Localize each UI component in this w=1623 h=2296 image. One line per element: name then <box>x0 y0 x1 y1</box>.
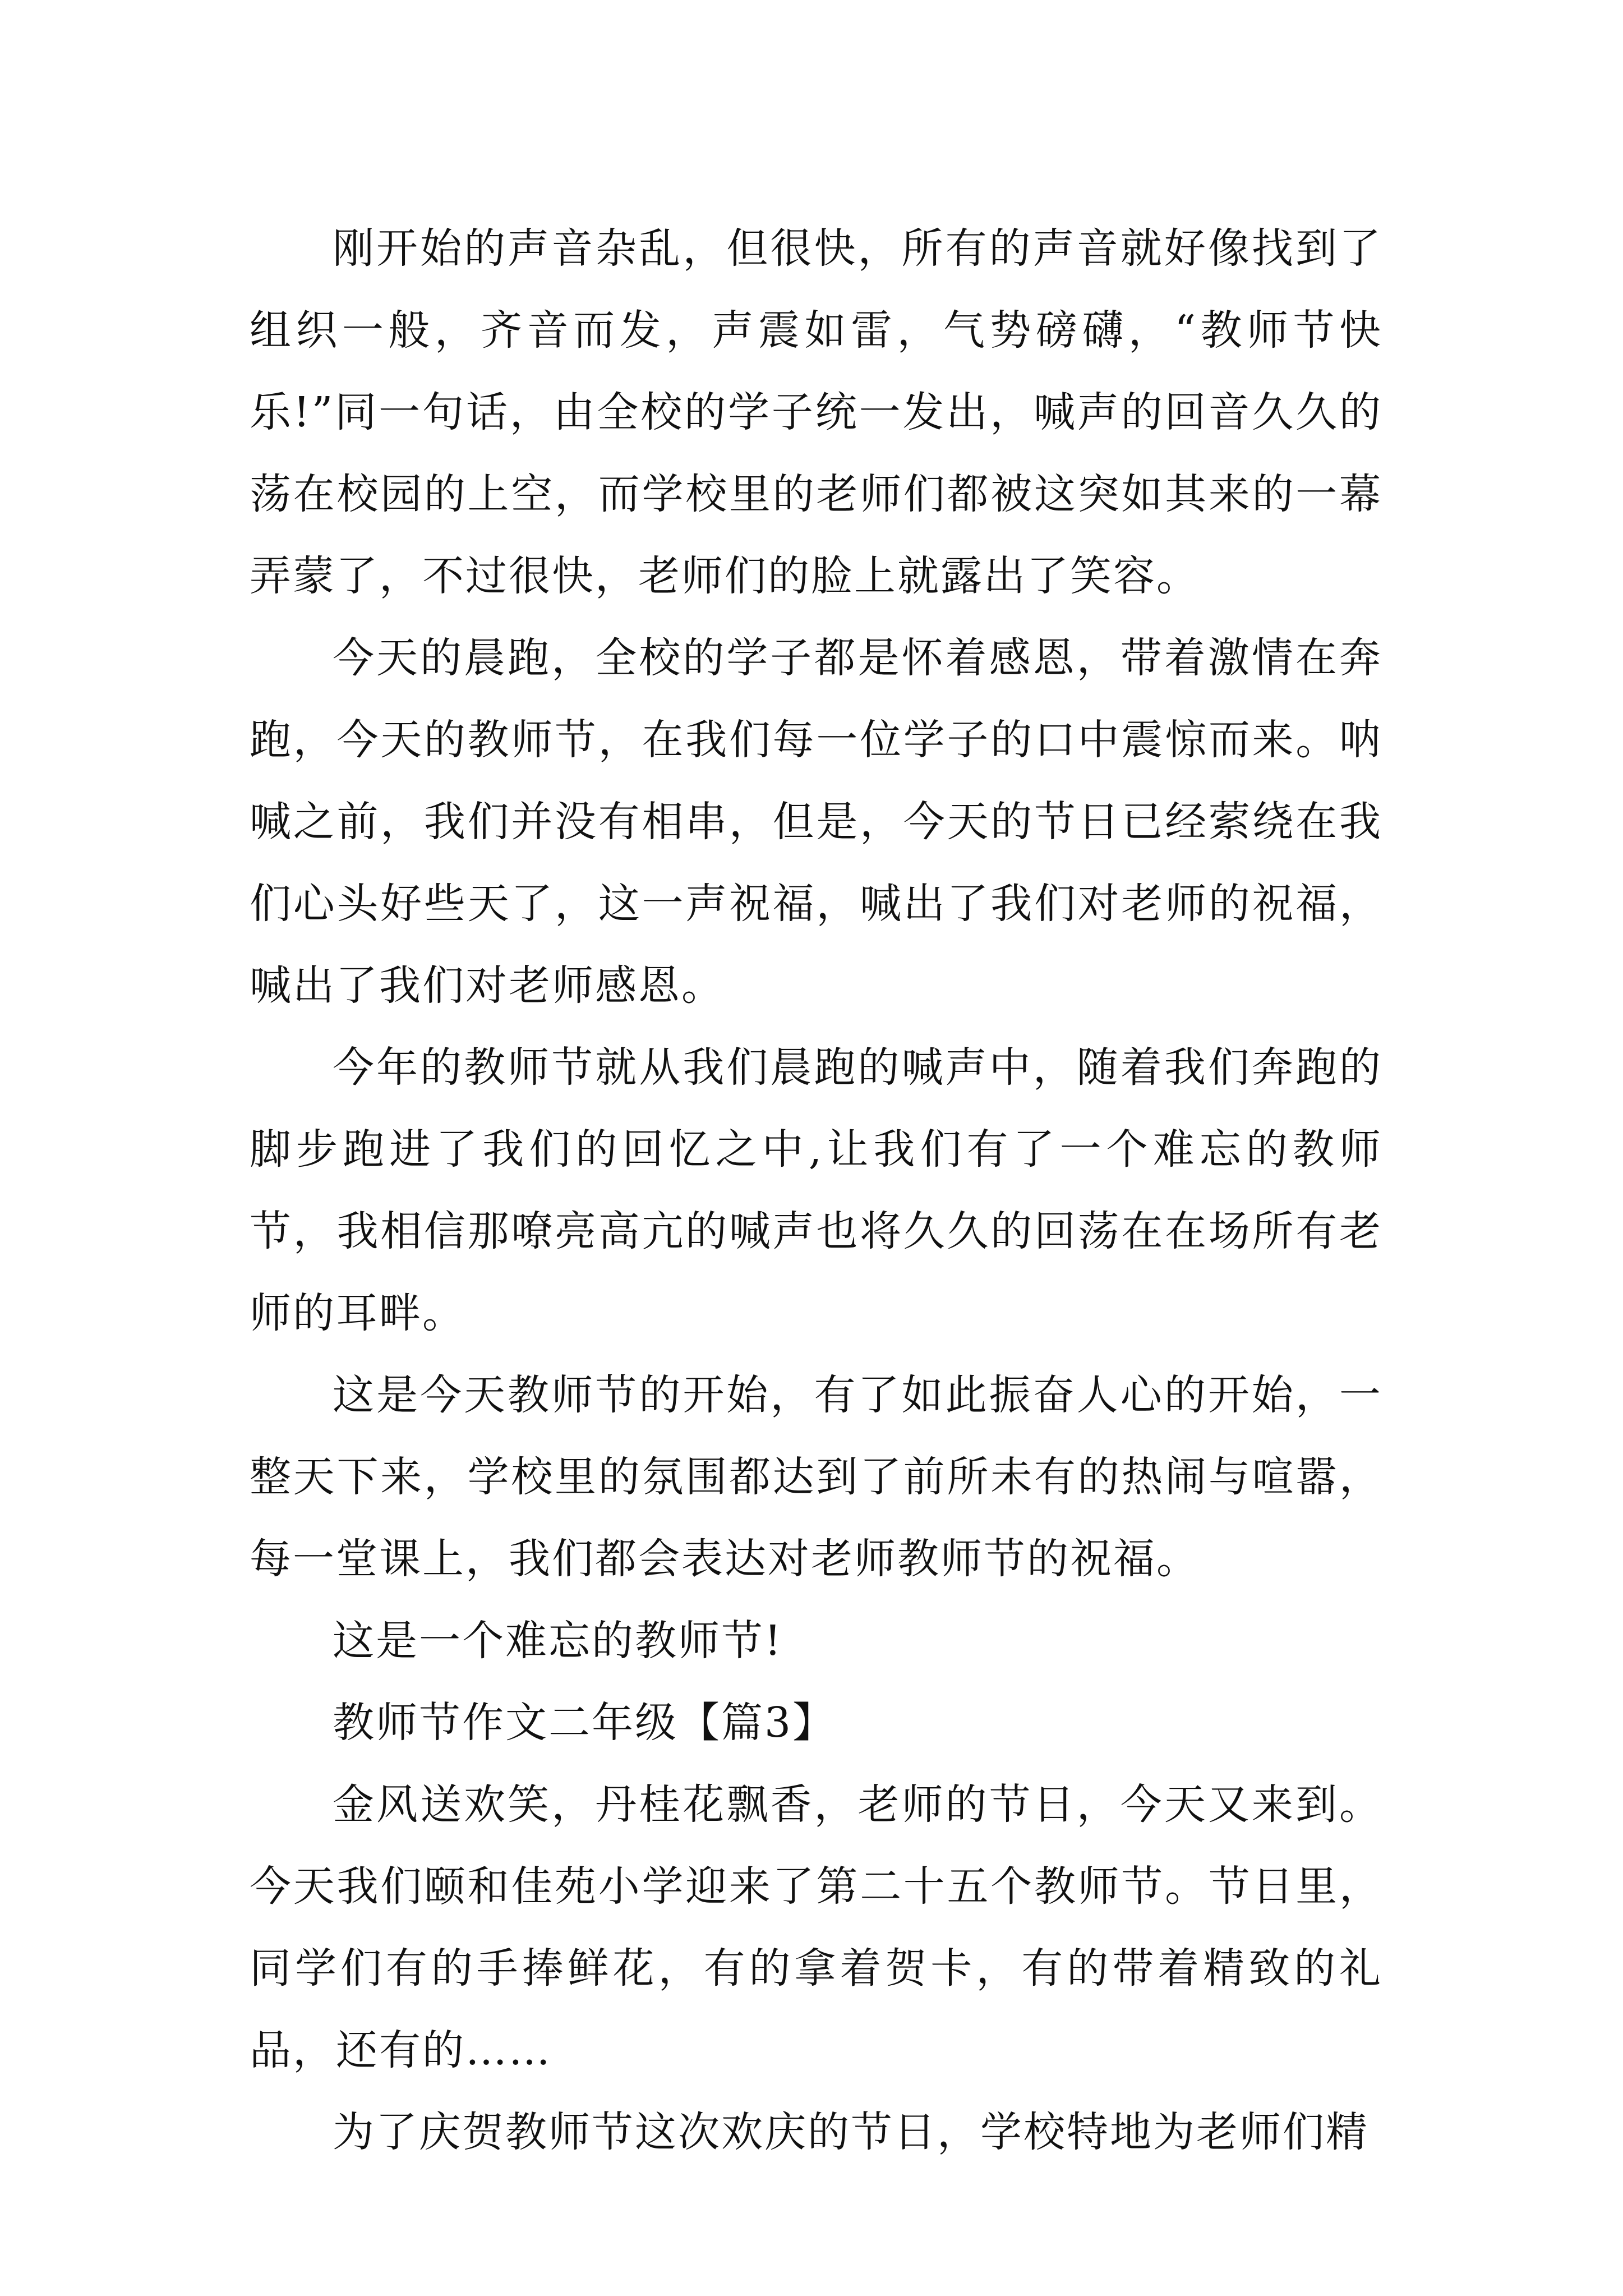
document-body <box>250 208 1382 2173</box>
paragraph-1: 刚开始的声音杂乱，但很快，所有的声音就好像找到了组织一般，齐音而发，声震如雷，气势磅礴，“教师节快乐!”同一句话，由全校的学子统一发出，喊声的回音久久的荡在校园的上空，而学校里的老师们都被这突如其来的一幕弄蒙了，不过很快，老师们的脸上就露出了笑容。 <box>250 224 1382 600</box>
paragraph-3: 今年的教师节就从我们晨跑的喊声中，随着我们奔跑的脚步跑进了我们的回忆之中,让我们有了一个难忘的教师节，我相信那嘹亮高亢的喊声也将久久的回荡在在场所有老师的耳畔。 <box>250 1043 1382 1337</box>
paragraph-4: 这是今天教师节的开始，有了如此振奋人心的开始，一整天下来，学校里的氛围都达到了前所未有的热闹与喧嚣，每一堂课上，我们都会表达对老师教师节的祝福。 <box>250 1371 1382 1583</box>
paragraph-5: 这是一个难忘的教师节! <box>333 1617 783 1665</box>
paragraph-7: 金风送欢笑，丹桂花飘香，老师的节日，今天又来到。今天我们颐和佳苑小学迎来了第二十五个教师节。节日里，同学们有的手捧鲜花，有的拿着贺卡，有的带着精致的礼品，还有的…… <box>250 1780 1382 2074</box>
section-heading: 教师节作文二年级【篇3】 <box>333 1699 836 1747</box>
paragraph-2: 今天的晨跑，全校的学子都是怀着感恩，带着激情在奔跑，今天的教师节，在我们每一位学子的口中震惊而来。呐喊之前，我们并没有相串，但是，今天的节日已经萦绕在我们心头好些天了，这一声祝福，喊出了我们对老师的祝福，喊出了我们对老师感恩。 <box>250 634 1382 1010</box>
paragraph-8: 为了庆贺教师节这次欢庆的节日，学校特地为老师们精 <box>333 2108 1369 2156</box>
